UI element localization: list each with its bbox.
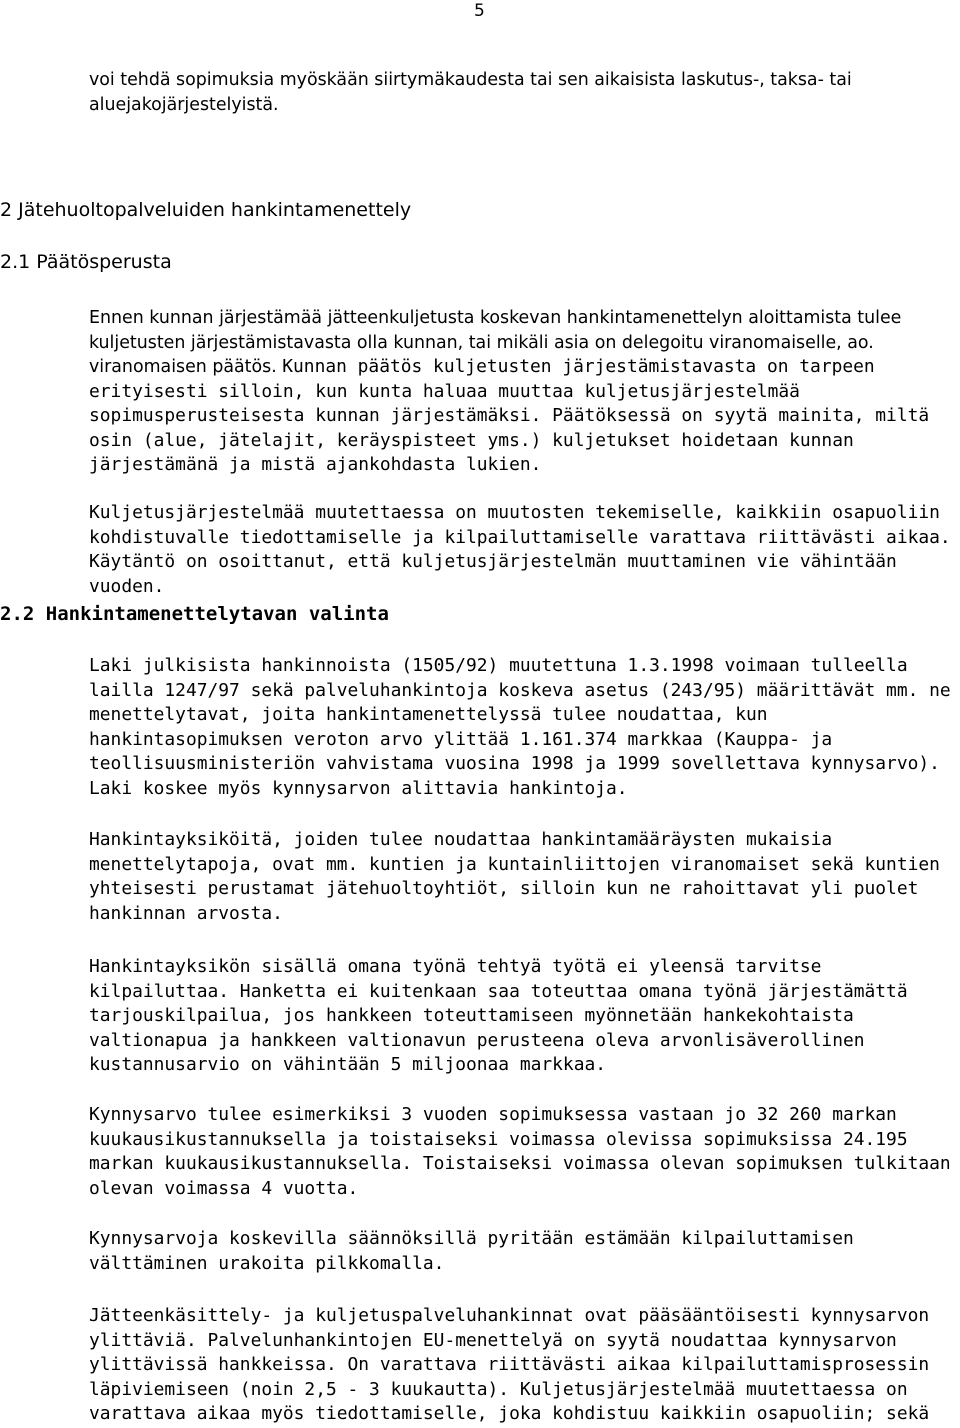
section-heading-2-2: 2.2 Hankintamenettelytavan valinta xyxy=(0,603,389,625)
intro-paragraph: voi tehdä sopimuksia myöskään siirtymäkaudesta tai sen aikaisista laskutus-, taksa- tai aluejakojärjestelyistä. xyxy=(89,70,852,115)
section-heading-2: 2 Jätehuoltopalveluiden hankintamenettely xyxy=(0,199,412,221)
section-heading-2-1: 2.1 Päätösperusta xyxy=(0,251,172,273)
paragraph-decision-basis-part2: Kunnan päätös kuljetusten järjestämistavasta on tarpeen erityisesti silloin, kun kunta haluaa muuttaa kuljetusjärjestelmää sopimusperusteisesta kunnan järjestämäksi. Päätöksessä on syytä mainita, miltä osin (alue, jätelajit, keräyspisteet yms.) kuljetukset hoidetaan kunnan järjestämänä ja mistä ajankohdasta lukien. xyxy=(89,356,930,475)
paragraph-procurement-units: Hankintayksiköitä, joiden tulee noudattaa hankintamääräysten mukaisia menettelytapoja, ovat mm. kuntien ja kuntainliittojen viranomaiset sekä kuntien yhteisesti perustamat jätehuoltoyhtiöt, silloin kun ne rahoittavat yli puolet hankinnan arvosta. xyxy=(89,829,940,924)
paragraph-eu-procedure: Jätteenkäsittely- ja kuljetuspalveluhankinnat ovat pääsääntöisesti kynnysarvon ylittäviä. Palvelunhankintojen EU-menettelyä on syytä noudattaa kynnysarvon ylittävissä hankkeissa. On varattava riittävästi aikaa kilpailuttamisprosessin läpiviemiseen (noin 2,5 - 3 kuukautta). Kuljetusjärjestelmää muutettaessa on varattava aikaa myös tiedottamiselle, joka kohdistuu kaikkiin osapuoliin; sekä xyxy=(89,1305,930,1424)
paragraph-procurement-law: Laki julkisista hankinnoista (1505/92) muutettuna 1.3.1998 voimaan tulleella lailla 1247/97 sekä palveluhankintoja koskeva asetus (243/95) määrittävät mm. ne menettelytavat, joita hankintamenettelyssä tulee noudattaa, kun hankintasopimuksen veroton arvo ylittää 1.161.374 markkaa (Kauppa- ja teollisuusministeriön vahvistama vuosina 1998 ja 1999 sovellettava kynnysarvo). Laki koskee myös kynnysarvon alittavia hankintoja. xyxy=(89,655,951,799)
paragraph-threshold-example: Kynnysarvo tulee esimerkiksi 3 vuoden sopimuksessa vastaan jo 32 260 markan kuukausikustannuksella ja toistaiseksi voimassa olevissa sopimuksissa 24.195 markan kuukausikustannuksella. Toistaiseksi voimassa olevan sopimuksen tulkitaan olevan voimassa 4 vuotta. xyxy=(89,1104,951,1199)
page-number: 5 xyxy=(474,1,485,21)
paragraph-decision-basis xyxy=(89,306,959,478)
paragraph-system-change: Kuljetusjärjestelmää muutettaessa on muutosten tekemiselle, kaikkiin osapuoliin kohdistuvalle tiedottamiselle ja kilpailuttamiselle varattava riittävästi aikaa. Käytäntö on osoittanut, että kuljetusjärjestelmän muuttaminen vie vähintään vuoden. xyxy=(89,502,951,597)
paragraph-decision-basis-part1: Ennen kunnan järjestämää jätteenkuljetusta koskevan hankintamenettelyn aloittamista tulee kuljetusten järjestämistavasta olla kunnan, tai mikäli asia on delegoitu viranomaiselle, ao. viranomaisen päätös. xyxy=(89,308,902,377)
paragraph-own-work: Hankintayksikön sisällä omana työnä tehtyä työtä ei yleensä tarvitse kilpailuttaa. Hanketta ei kuitenkaan saa toteuttaa omana työnä järjestämättä tarjouskilpailua, jos hankkeen toteuttamiseen myönnetään hankekohtaista valtionapua ja hankkeen valtionavun perusteena oleva arvonlisäverollinen kustannusarvio on vähintään 5 miljoonaa markkaa. xyxy=(89,956,908,1075)
paragraph-threshold-rules: Kynnysarvoja koskevilla säännöksillä pyritään estämään kilpailuttamisen välttäminen urakoita pilkkomalla. xyxy=(89,1228,854,1274)
